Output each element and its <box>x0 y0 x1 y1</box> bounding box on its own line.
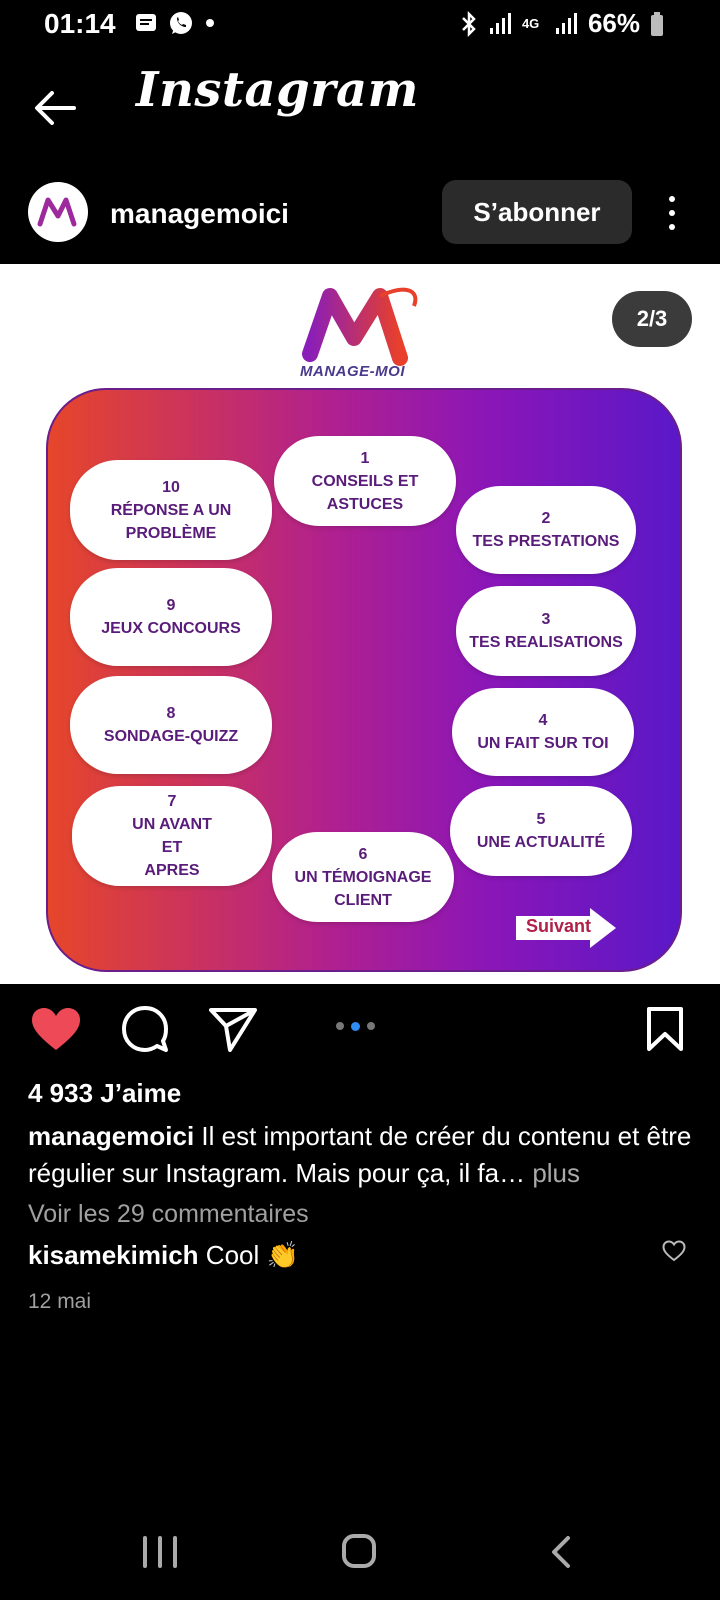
brand-text: MANAGE-MOI <box>300 363 405 380</box>
comment-like-icon[interactable] <box>662 1240 686 1262</box>
status-system-icons <box>460 8 664 39</box>
carousel-counter: 2/3 <box>612 291 692 347</box>
follow-button[interactable]: S’abonner <box>442 180 632 244</box>
comment-username[interactable]: kisamekimich <box>28 1240 199 1270</box>
carousel-indicator <box>336 1022 375 1031</box>
idea-pill-7: 7 UN AVANT ET APRES <box>72 786 272 886</box>
caption-username[interactable]: managemoici <box>28 1121 195 1151</box>
more-vertical-icon[interactable] <box>664 196 680 230</box>
comment-text: Cool 👏 <box>205 1240 299 1270</box>
comment-icon[interactable] <box>120 1004 170 1054</box>
next-label: Suivant <box>526 916 592 936</box>
top-comment <box>28 1240 299 1271</box>
post-date: 12 mai <box>28 1290 92 1313</box>
post-caption <box>28 1118 698 1192</box>
avatar[interactable] <box>28 182 88 242</box>
nav-back-icon[interactable] <box>548 1534 574 1570</box>
recent-apps-button[interactable] <box>143 1536 177 1568</box>
app-title: Instagram <box>136 62 419 118</box>
battery-icon <box>650 11 664 37</box>
signal-icon <box>554 12 578 36</box>
status-notifications <box>134 10 216 36</box>
caption-more-link[interactable]: plus <box>532 1158 581 1188</box>
idea-pill-10: 10 RÉPONSE A UN PROBLÈME <box>70 460 272 560</box>
idea-pill-1: 1 CONSEILS ET ASTUCES <box>274 436 456 526</box>
network-type: 4G <box>521 16 540 31</box>
idea-pill-9: 9 JEUX CONCOURS <box>70 568 272 666</box>
carousel-dot-active <box>351 1022 360 1031</box>
idea-pill-4: 4 UN FAIT SUR TOI <box>452 688 634 776</box>
idea-pill-5: 5 UNE ACTUALITÉ <box>450 786 632 876</box>
brand-logo-icon <box>36 194 80 230</box>
send-icon[interactable] <box>208 1006 258 1052</box>
idea-pill-2: 2 TES PRESTATIONS <box>456 486 636 574</box>
whatsapp-icon <box>168 10 194 36</box>
status-time: 01:14 <box>44 8 116 39</box>
signal-icon <box>488 12 512 36</box>
heart-filled-icon[interactable] <box>30 1006 82 1052</box>
view-comments-link[interactable]: Voir les 29 commentaires <box>28 1200 309 1228</box>
bluetooth-icon <box>460 11 478 37</box>
likes-count[interactable]: 4 933 J’aime <box>28 1078 182 1108</box>
idea-pill-8: 8 SONDAGE-QUIZZ <box>70 676 272 774</box>
post-image[interactable] <box>0 264 720 984</box>
home-button[interactable] <box>342 1534 376 1568</box>
idea-pill-3: 3 TES REALISATIONS <box>456 586 636 676</box>
battery-percent: 66% <box>587 8 640 38</box>
bookmark-icon[interactable] <box>645 1006 685 1052</box>
dot-icon <box>204 17 216 29</box>
message-icon <box>134 11 158 35</box>
content-ideas-board <box>46 388 682 972</box>
carousel-dot <box>367 1022 375 1030</box>
idea-pill-6: 6 UN TÉMOIGNAGE CLIENT <box>272 832 454 922</box>
status-bar <box>0 0 720 50</box>
profile-username[interactable]: managemoici <box>110 198 289 229</box>
caption-text: Il est important de créer du contenu et être régulier sur Instagram. Mais pour ça, il fa… <box>28 1121 692 1188</box>
back-arrow-icon[interactable] <box>30 82 82 134</box>
carousel-dot <box>336 1022 344 1030</box>
